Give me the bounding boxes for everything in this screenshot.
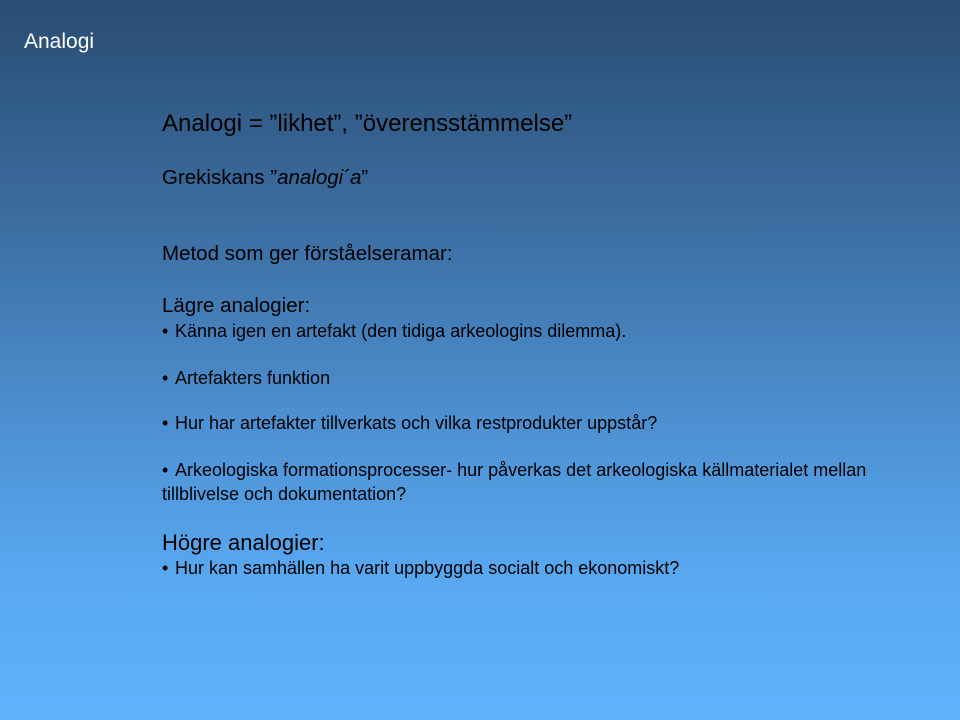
bullet-icon: • [162, 368, 169, 388]
greek-prefix: Grekiskans ” [162, 166, 278, 189]
bullet-icon: • [162, 321, 169, 341]
list-item-text: Artefakters funktion [175, 368, 331, 388]
list-item [162, 368, 330, 389]
list-item [162, 413, 657, 434]
list-item-text: Hur kan samhällen ha varit uppbyggda socialt och ekonomiskt? [175, 558, 680, 578]
bullet-icon: • [162, 413, 169, 433]
list-item-text: Hur har artefakter tillverkats och vilka restprodukter uppstår? [175, 413, 658, 433]
greek-word: analogi´a [277, 166, 362, 189]
lower-analogies-heading: Lägre analogier: [162, 294, 311, 317]
list-item-text: Arkeologiska formationsprocesser- hur påverkas det arkeologiska källmaterialet mellan tillblivelse och dokumentation? [162, 460, 867, 504]
greek-origin-line [162, 166, 368, 190]
list-item-text: Känna igen en artefakt (den tidiga arkeologins dilemma). [175, 321, 627, 341]
list-item [162, 321, 626, 342]
bullet-icon: • [162, 460, 169, 480]
definition-heading: Analogi = ”likhet”, ”överensstämmelse” [162, 110, 573, 137]
bullet-icon: • [162, 558, 169, 578]
higher-analogies-heading: Högre analogier: [162, 530, 325, 555]
greek-suffix: ” [361, 166, 369, 189]
list-item [162, 458, 922, 506]
slide-title: Analogi [24, 30, 95, 53]
method-line: Metod som ger förståelseramar: [162, 242, 453, 265]
list-item [162, 558, 679, 579]
